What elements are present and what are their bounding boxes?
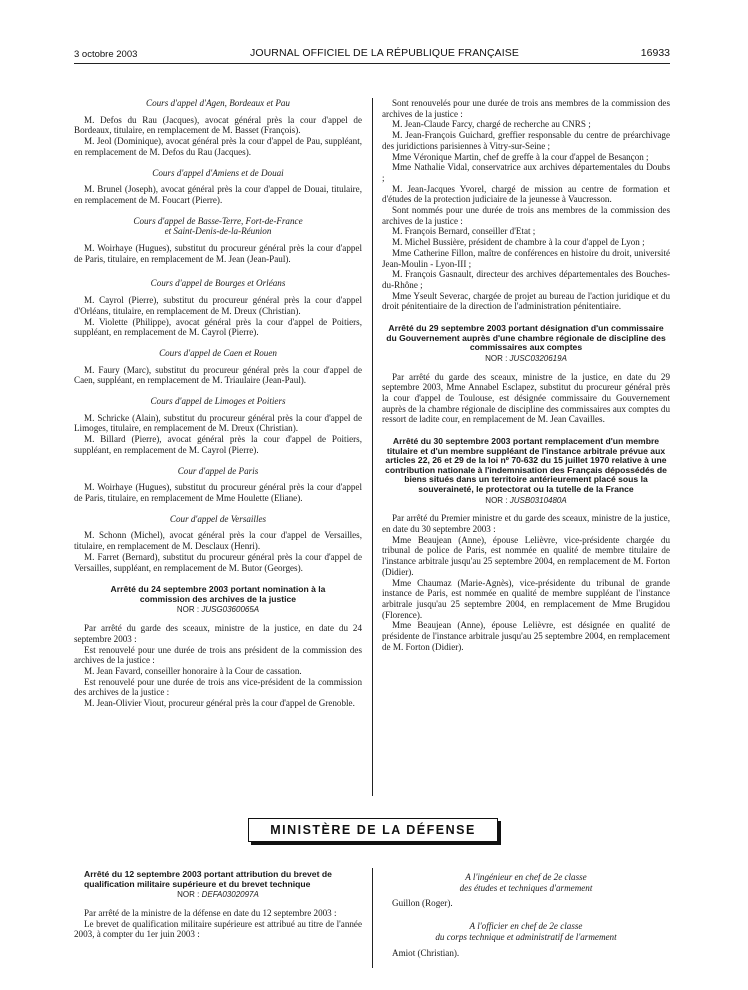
recipient-name: Amiot (Christian). — [392, 947, 460, 958]
nor-code: JUSB0310480A — [509, 495, 567, 505]
decree-title: Arrêté du 29 septembre 2003 portant désignation d'un commissaire du Gouvernement auprès d'une chambre régionale de discipline des commissaires aux comptes — [386, 323, 666, 353]
paragraph: M. Woirhaye (Hugues), substitut du procureur général près la cour d'appel de Paris, titulaire, en remplacement de Mme Houlette (Eliane). — [74, 482, 362, 503]
section-heading: Cours d'appel de Limoges et Poitiers — [150, 396, 286, 407]
nor-label: NOR : — [177, 890, 200, 900]
paragraph: M. Jean-Claude Farcy, chargé de recherche au CNRS ; — [392, 119, 591, 130]
section-heading: Cours d'appel de Basse-Terre, Fort-de-France — [133, 215, 303, 226]
paragraph: M. Jeol (Dominique), avocat général près la cour d'appel de Pau, suppléant, en remplacement de M. Defos du Rau (Jacques). — [74, 136, 362, 157]
section-heading-continued: et Saint-Denis-de-la-Réunion — [164, 226, 272, 237]
paragraph: Mme Catherine Fillon, maître de conférences en histoire du droit, université Jean-Moulin - Lyon-III ; — [382, 247, 670, 269]
paragraph: M. Farret (Bernard), substitut du procureur général près la cour d'appel de Versailles, suppléant, en remplacement de M. Butor (Georges). — [74, 551, 362, 573]
paragraph: Mme Yseult Severac, chargée de projet au bureau de l'action juridique et du droit pénitentiaire de la direction de l'administration pénitentiaire. — [382, 290, 670, 312]
paragraph: Mme Nathalie Vidal, conservatrice aux archives départementales du Doubs ; — [382, 162, 670, 183]
paragraph: M. Brunel (Joseph), avocat général près la cour d'appel de Douai, titulaire, en remplacement de M. Foucart (Pierre). — [74, 184, 362, 205]
section-heading: Cours d'appel d'Agen, Bordeaux et Pau — [146, 98, 290, 108]
grade-heading-continued: des études et techniques d'armement — [459, 882, 593, 893]
paragraph: M. Jean Favard, conseiller honoraire à la Cour de cassation. — [84, 665, 302, 676]
paragraph: Est renouvelé pour une durée de trois ans président de la commission des archives de la justice : — [74, 644, 362, 666]
paragraph: M. Jean-François Guichard, greffier responsable du centre de préarchivage des juridictions parisiennes à Vitry-sur-Seine ; — [382, 130, 670, 151]
nor-label: NOR : — [176, 605, 200, 615]
bottom-left-column — [74, 870, 362, 940]
paragraph: M. Violette (Philippe), avocat général près la cour d'appel de Poitiers, suppléant, en remplacement de M. Cayrol (Pierre). — [74, 316, 362, 338]
nor-code: DEFA0302097A — [201, 890, 259, 900]
paragraph: M. Cayrol (Pierre), substitut du procureur général près la cour d'appel d'Orléans, titulaire, en remplacement de M. Dreux (Christian). — [74, 295, 362, 316]
section-heading: Cour d'appel de Versailles — [169, 513, 267, 524]
nor-reference — [74, 605, 362, 616]
section-heading: Cours d'appel de Caen et Rouen — [159, 347, 277, 358]
paragraph: Par arrêté du garde des sceaux, ministre de la justice, en date du 29 septembre 2003, Mme Annabel Esclapez, substitut du procureur général près la cour d'appel de Toulouse, est désignée commissaire du Gouvernement auprès de la chambre régionale de discipline des commissaires aux comptes du ressort de ladite cour, en remplacement de M. Jean Cavailles. — [382, 371, 670, 425]
ministry-heading: MINISTÈRE DE LA DÉFENSE — [248, 818, 498, 842]
paragraph: M. Jean-Jacques Yvorel, chargé de mission au centre de formation et d'études de la protection judiciaire de la jeunesse à Vaucresson. — [382, 183, 670, 205]
grade-heading-continued: du corps technique et administratif de l'armement — [435, 931, 617, 942]
paragraph: Par arrêté du Premier ministre et du garde des sceaux, ministre de la justice, en date du 30 septembre 2003 : — [382, 513, 670, 535]
grade-heading: A l'officier en chef de 2e classe — [469, 921, 583, 932]
section-heading: Cours d'appel d'Amiens et de Douai — [152, 167, 284, 178]
decree-title: Arrêté du 12 septembre 2003 portant attribution du brevet de qualification militaire supérieure et du brevet technique — [84, 869, 332, 889]
paragraph: M. Woirhaye (Hugues), substitut du procureur général près la cour d'appel de Paris, titulaire, en remplacement de M. Jean (Jean-Paul). — [74, 243, 362, 264]
paragraph: M. François Gasnault, directeur des archives départementales des Bouches-du-Rhône ; — [382, 269, 670, 290]
paragraph: Sont nommés pour une durée de trois ans membres de la commission des archives de la justice : — [382, 205, 670, 226]
paragraph: M. François Bernard, conseiller d'Etat ; — [392, 226, 536, 237]
recipient-name: Guillon (Roger). — [392, 898, 453, 909]
header-journal-title: JOURNAL OFFICIEL DE LA RÉPUBLIQUE FRANÇAISE — [250, 47, 519, 59]
paragraph: M. Faury (Marc), substitut du procureur général près la cour d'appel de Caen, suppléant, en remplacement de M. Triaulaire (Jean-Paul). — [74, 364, 362, 386]
paragraph: Mme Beaujean (Anne), épouse Lelièvre, vice-présidente chargée du tribunal de police de Paris, est nommée en qualité de membre titulaire de l'instance arbitrale jusqu'au 25 septembre 2004, en remplacement de M. Forton (Didier). — [382, 534, 670, 577]
paragraph: Le brevet de qualification militaire supérieure est attribué au titre de l'année 2003, à compter du 1er juin 2003 : — [74, 918, 362, 940]
paragraph: M. Defos du Rau (Jacques), avocat général près la cour d'appel de Bordeaux, titulaire, en remplacement de M. Basset (François). — [74, 114, 362, 136]
header-page-number: 16933 — [640, 47, 670, 59]
paragraph: Mme Chaumaz (Marie-Agnès), vice-présidente du tribunal de grande instance de Paris, est nommée en qualité de membre suppléant de l'instance arbitrale jusqu'au 25 septembre 2004, en remplacement de Mme Brugidou (Florence). — [382, 577, 670, 620]
paragraph: Sont renouvelés pour une durée de trois ans membres de la commission des archives de la justice : — [382, 98, 670, 119]
nor-reference — [74, 890, 362, 901]
paragraph: M. Schonn (Michel), avocat général près la cour d'appel de Versailles, titulaire, en remplacement de M. Desclaux (Henri). — [74, 530, 362, 552]
right-column — [382, 98, 670, 652]
nor-code: JUSG0360065A — [201, 605, 260, 615]
paragraph: Mme Beaujean (Anne), épouse Lelièvre, est désignée en qualité de présidente de l'instance arbitrale jusqu'au 25 septembre 2004, en remplacement de M. Forton (Didier). — [382, 620, 670, 652]
left-column — [74, 98, 362, 709]
running-header — [74, 47, 670, 61]
section-heading: Cour d'appel de Paris — [177, 465, 259, 476]
column-divider-bottom — [372, 868, 373, 968]
nor-code: JUSC0320619A — [509, 353, 567, 363]
paragraph: Par arrêté de la ministre de la défense en date du 12 septembre 2003 : — [84, 907, 337, 918]
paragraph: M. Jean-Olivier Viout, procureur général près la cour d'appel de Grenoble. — [84, 698, 355, 709]
paragraph: Est renouvelé pour une durée de trois ans vice-président de la commission des archives de la justice : — [74, 676, 362, 698]
decree-title: Arrêté du 30 septembre 2003 portant remplacement d'un membre titulaire et d'un membre suppléant de l'instance arbitrale prévue aux articles 22, 26 et 29 de la loi nº 70-632 du 15 juillet 1970 relative à une contribution nationale à l'indemnisation des Français dépossédés de biens situés dans un territoire antérieurement placé sous la souveraineté, le protectorat ou la tutelle de la France — [385, 436, 667, 495]
header-date: 3 octobre 2003 — [74, 49, 138, 60]
nor-label: NOR : — [485, 353, 508, 363]
paragraph: M. Michel Bussière, président de chambre à la cour d'appel de Lyon ; — [392, 237, 645, 248]
header-rule — [74, 63, 670, 64]
nor-reference — [382, 496, 670, 507]
section-heading: Cours d'appel de Bourges et Orléans — [150, 278, 286, 289]
nor-reference — [382, 354, 670, 365]
bottom-right-column — [382, 872, 670, 958]
paragraph: Par arrêté du garde des sceaux, ministre de la justice, en date du 24 septembre 2003 : — [74, 623, 362, 644]
paragraph: M. Schricke (Alain), substitut du procureur général près la cour d'appel de Limoges, titulaire, en remplacement de M. Dreux (Christian). — [74, 412, 362, 434]
grade-heading: A l'ingénieur en chef de 2e classe — [465, 872, 587, 882]
paragraph: M. Billard (Pierre), avocat général près la cour d'appel de Poitiers, suppléant, en remplacement de M. Cayrol (Pierre). — [74, 434, 362, 455]
nor-label: NOR : — [485, 495, 508, 505]
decree-title: Arrêté du 24 septembre 2003 portant nomination à la commission des archives de la justice — [110, 584, 326, 604]
paragraph: Mme Véronique Martin, chef de greffe à la cour d'appel de Besançon ; — [392, 151, 649, 162]
column-divider — [372, 98, 373, 796]
